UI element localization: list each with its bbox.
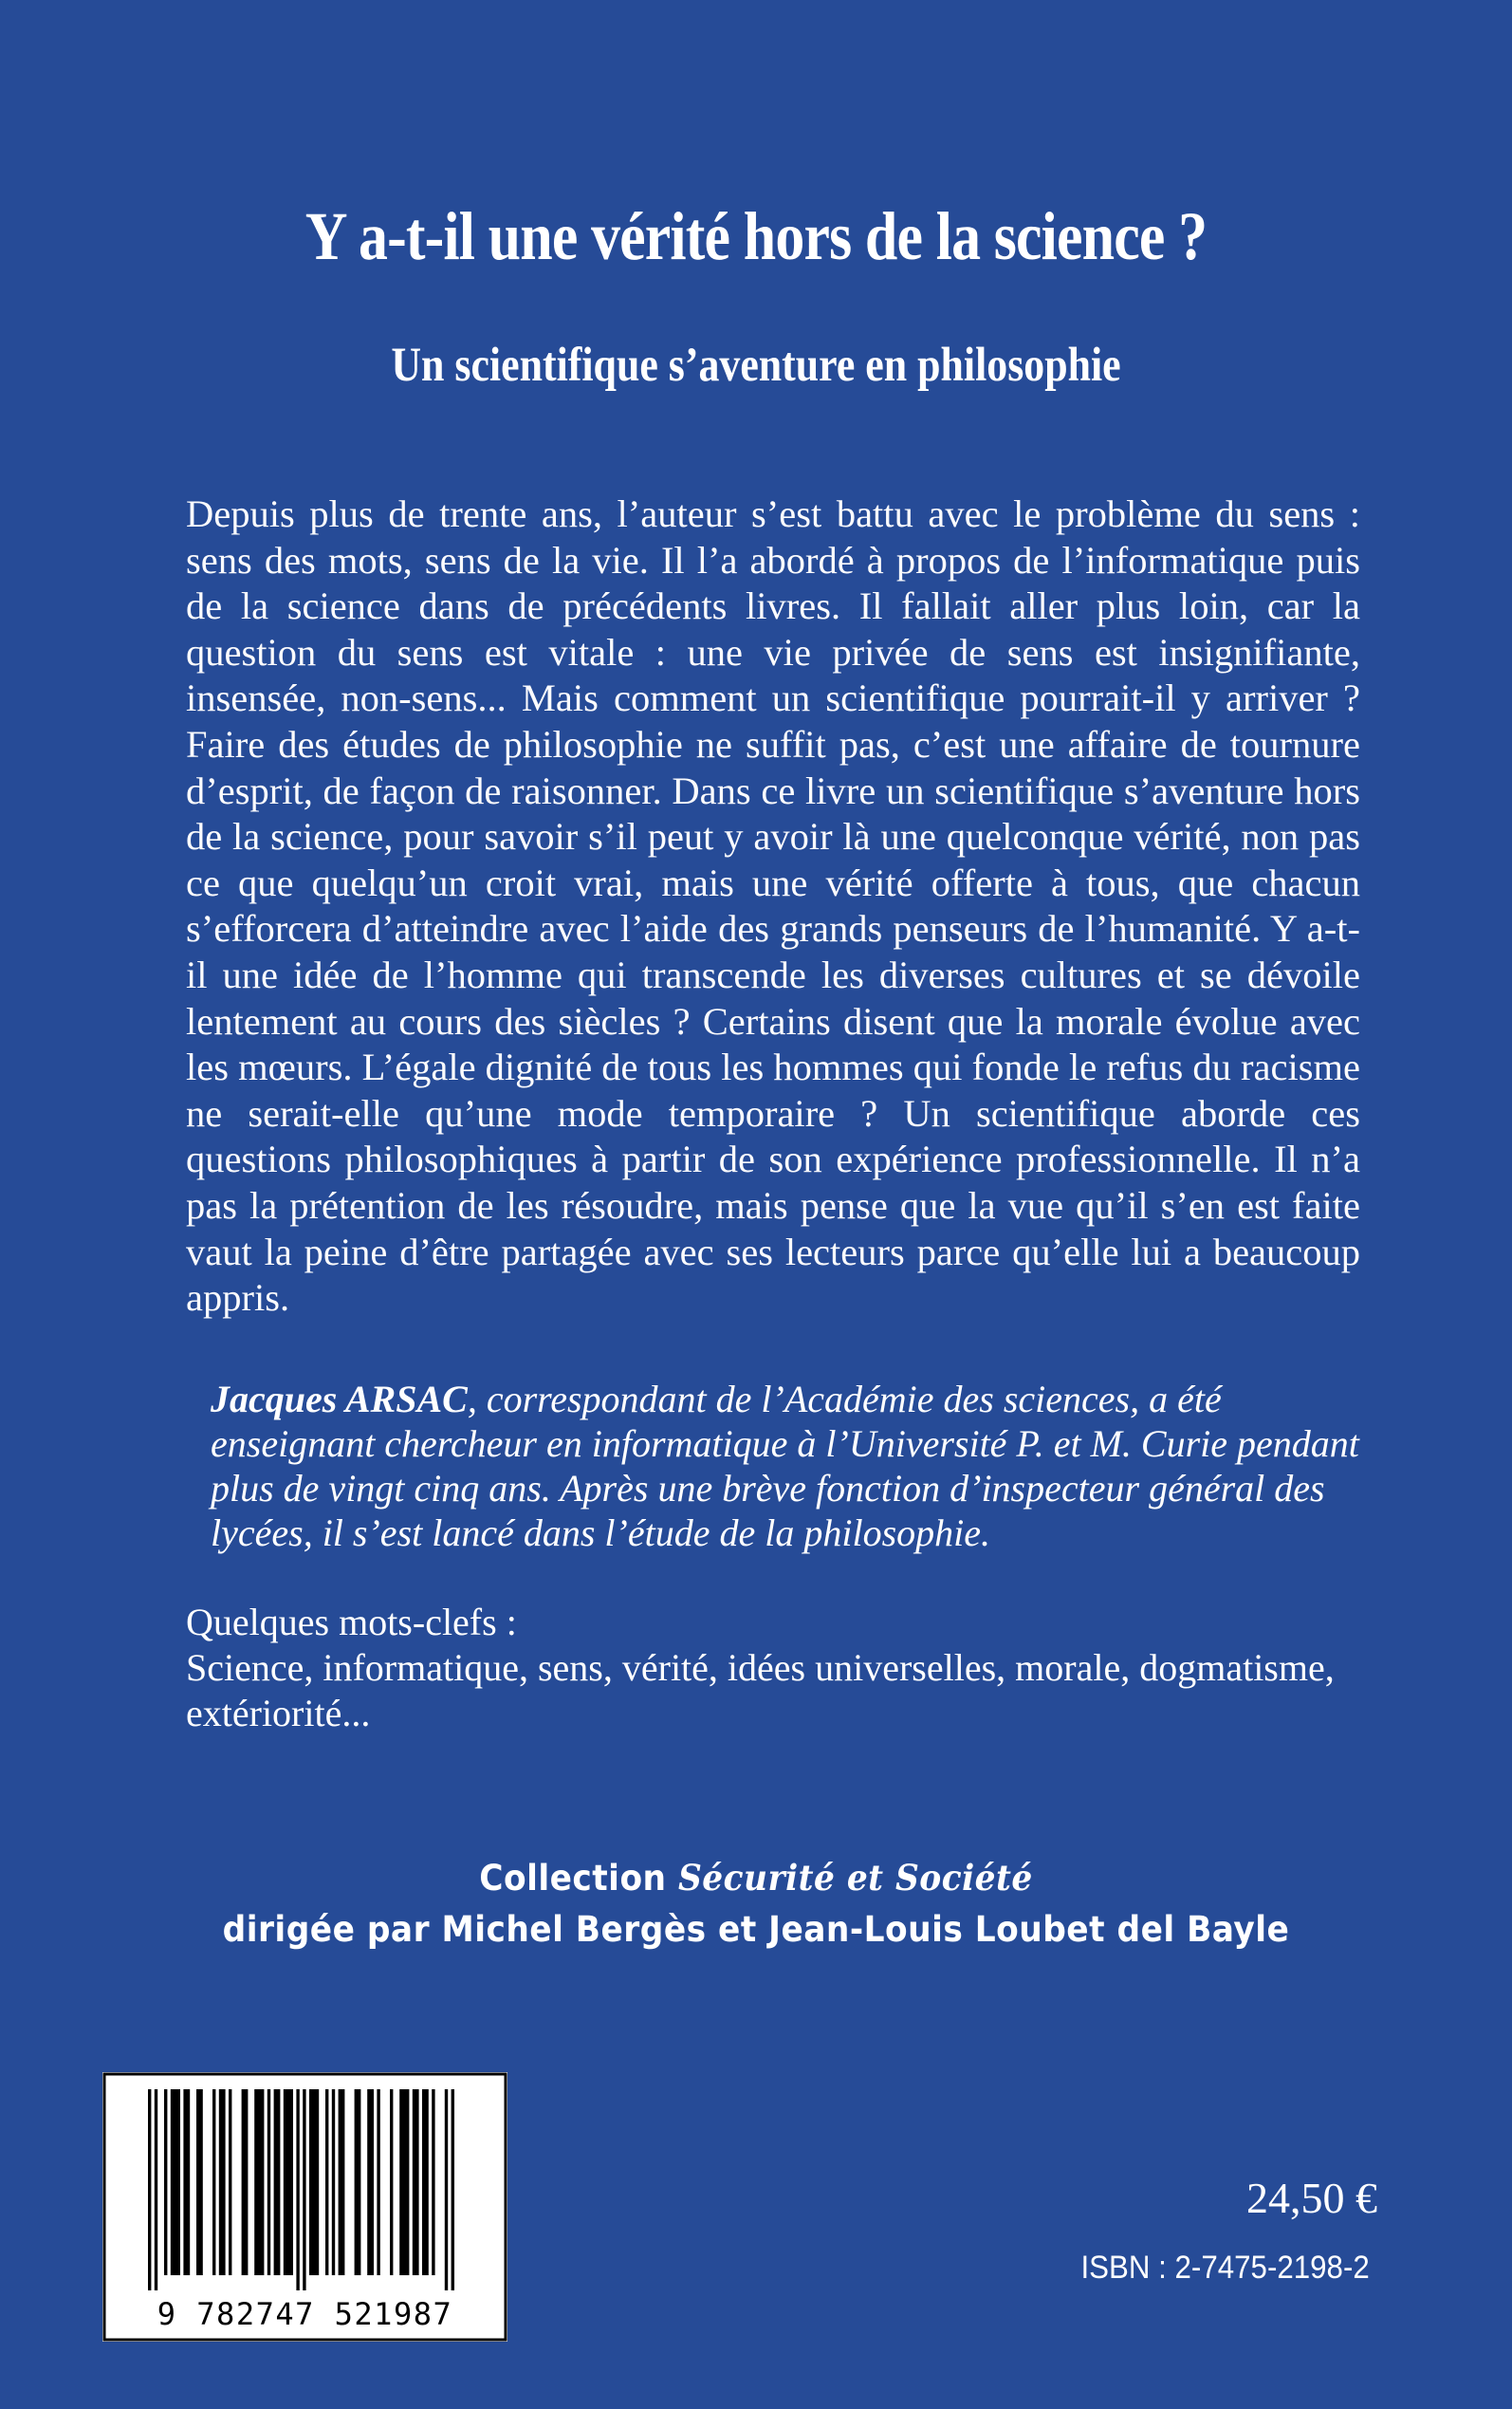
author-name: Jacques ARSAC: [211, 1378, 468, 1420]
barcode-bar: [212, 2089, 215, 2275]
blurb-paragraph: Depuis plus de trente ans, l’auteur s’est battu avec le problème du sens : sens des mots, sens de la vie. Il l’a abordé à propos de l’informatique puis de la science dans de précédents livres. Il fallait aller plus loin, car la question du sens est vitale : une vie privée de sens est insignifiante, insensée, non-sens... Mais comment un scientifique pourrait-il y arriver ? Faire des études de philosophie ne suffit pas, c’est une affaire de tournure d’esprit, de façon de raisonner. Dans ce livre un scientifique s’aventure hors de la science, pour savoir s’il peut y avoir là une quelconque vérité, non pas ce que quelqu’un croit vrai, mais une vérité offerte à tous, que chacun s’efforcera d’atteindre avec l’aide des grands penseurs de l’humanité. Y a-t-il une idée de l’homme qui transcende les diverses cultures et se dévoile lentement au cours des siècles ? Certains disent que la morale évolue avec les mœurs. L’égale dignité de tous les hommes qui fonde le refus du racisme ne serait-elle qu’une mode temporaire ? Un scientifique aborde ces questions philosophiques à partir de son expérience professionnelle. Il n’a pas la prétention de les résoudre, mais pense que la vue qu’il s’en est faite vaut la peine d’être partagée avec ses lecteurs parce qu’elle lui a beaucoup appris.: [186, 492, 1360, 1320]
barcode-bar: [390, 2089, 393, 2275]
barcode-bar: [422, 2089, 429, 2275]
author-bio: [211, 1377, 1368, 1555]
keywords-list: Science, informatique, sens, vérité, idées universelles, morale, dogmatisme, extériorité...: [186, 1646, 1335, 1734]
barcode-bar: [432, 2089, 434, 2275]
barcode-bar: [196, 2089, 203, 2275]
barcode-bar: [339, 2089, 345, 2275]
isbn: ISBN : 2-7475-2198-2: [1080, 2250, 1370, 2286]
barcode-bar: [284, 2089, 293, 2275]
collection-directors: dirigée par Michel Bergès et Jean-Louis Loubet del Bayle: [222, 1909, 1290, 1950]
barcode-bar: [183, 2089, 190, 2275]
barcode-bar: [267, 2089, 270, 2275]
barcode-bar: [274, 2089, 281, 2275]
barcode-bar: [309, 2089, 319, 2275]
keywords-heading: Quelques mots-clefs :: [186, 1601, 517, 1643]
barcode-bar: [155, 2089, 157, 2290]
barcode-bar: [229, 2089, 231, 2275]
barcode-bar: [325, 2089, 328, 2275]
collection-info: [53, 1852, 1459, 1955]
barcode-bar: [296, 2089, 299, 2290]
barcode-bar: [452, 2089, 454, 2290]
barcode-bar: [367, 2089, 374, 2275]
barcode-bar: [219, 2089, 226, 2275]
book-subtitle: Un scientifique s’aventure en philosophie: [391, 339, 1121, 392]
collection-line: [53, 1852, 1459, 1904]
barcode-bar: [242, 2089, 249, 2275]
barcode-digits: 9 782747 521987: [157, 2296, 453, 2332]
barcode-bar: [254, 2089, 264, 2275]
barcode-bar: [399, 2089, 409, 2275]
barcode-bar: [171, 2089, 180, 2275]
barcode-bar: [355, 2089, 361, 2275]
collection-name: Sécurité et Société: [677, 1857, 1033, 1899]
barcode-bar: [148, 2089, 151, 2290]
barcode-bar: [164, 2089, 167, 2275]
barcode-bar: [445, 2089, 448, 2290]
collection-prefix: Collection: [479, 1858, 678, 1899]
price: 24,50 €: [1246, 2174, 1377, 2222]
book-title: Y a-t-il une vérité hors de la science ?: [304, 198, 1208, 274]
barcode-bar: [413, 2089, 419, 2275]
barcode-bar: [332, 2089, 335, 2275]
barcode: [102, 2072, 507, 2342]
barcode-bar: [303, 2089, 305, 2290]
barcode-bar: [377, 2089, 379, 2275]
keywords-block: [186, 1600, 1372, 1736]
author-bio-text: , correspondant de l’Académie des sciences, a été enseignant chercheur en informatique à l’Université P. et M. Curie pendant plus de vingt cinq ans. Après une brève fonction d’inspecteur général des lycées, il s’est lancé dans l’étude de la philosophie.: [211, 1378, 1359, 1554]
